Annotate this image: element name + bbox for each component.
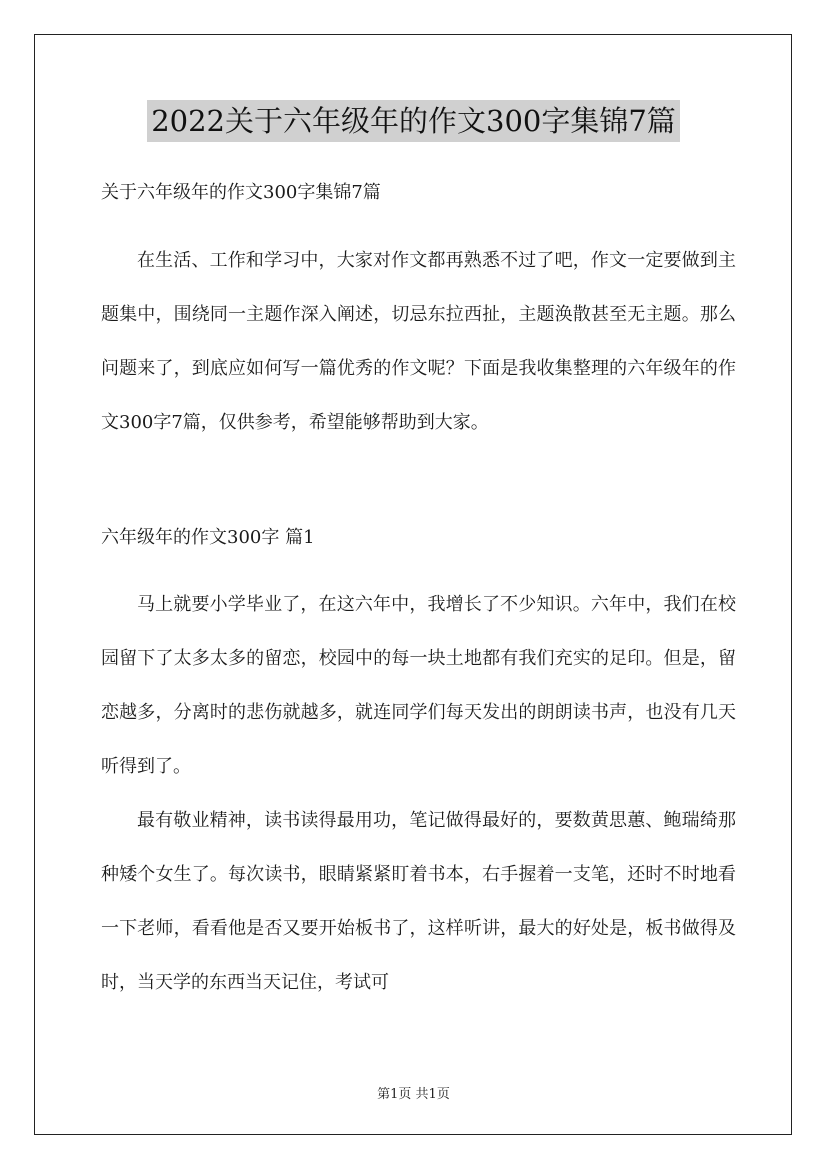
document-subtitle: 关于六年级年的作文300字集锦7篇 [101,182,381,203]
section-heading: 六年级年的作文300字 篇1 [101,527,315,548]
page-footer: 第1页 共1页 [377,1087,450,1102]
section-paragraph: 最有敬业精神，读书读得最用功，笔记做得最好的，要数黄思蕙、鲍瑞绮那种矮个女生了。每次读书，眼睛紧紧盯着书本，右手握着一支笔，还时不时地看一下老师，看看他是否又要开始板书了，这样听讲，最大的好处是，板书做得及时，当天学的东西当天记住，考试可 [101,810,736,993]
title-area [0,100,827,142]
document-title: 2022关于六年级年的作文300字集锦7篇 [147,100,680,142]
document-body [101,177,736,1010]
section-paragraph: 马上就要小学毕业了，在这六年中，我增长了不少知识。六年中，我们在校园留下了太多太多的留恋，校园中的每一块土地都有我们充实的足印。但是，留恋越多，分离时的悲伤就越多，就连同学们每天发出的朗朗读书声，也没有几天听得到了。 [101,594,736,777]
intro-paragraph: 在生活、工作和学习中，大家对作文都再熟悉不过了吧，作文一定要做到主题集中，围绕同一主题作深入阐述，切忌东拉西扯，主题涣散甚至无主题。那么问题来了，到底应如何写一篇优秀的作文呢？下面是我收集整理的六年级年的作文300字7篇，仅供参考，希望能够帮助到大家。 [101,250,736,433]
